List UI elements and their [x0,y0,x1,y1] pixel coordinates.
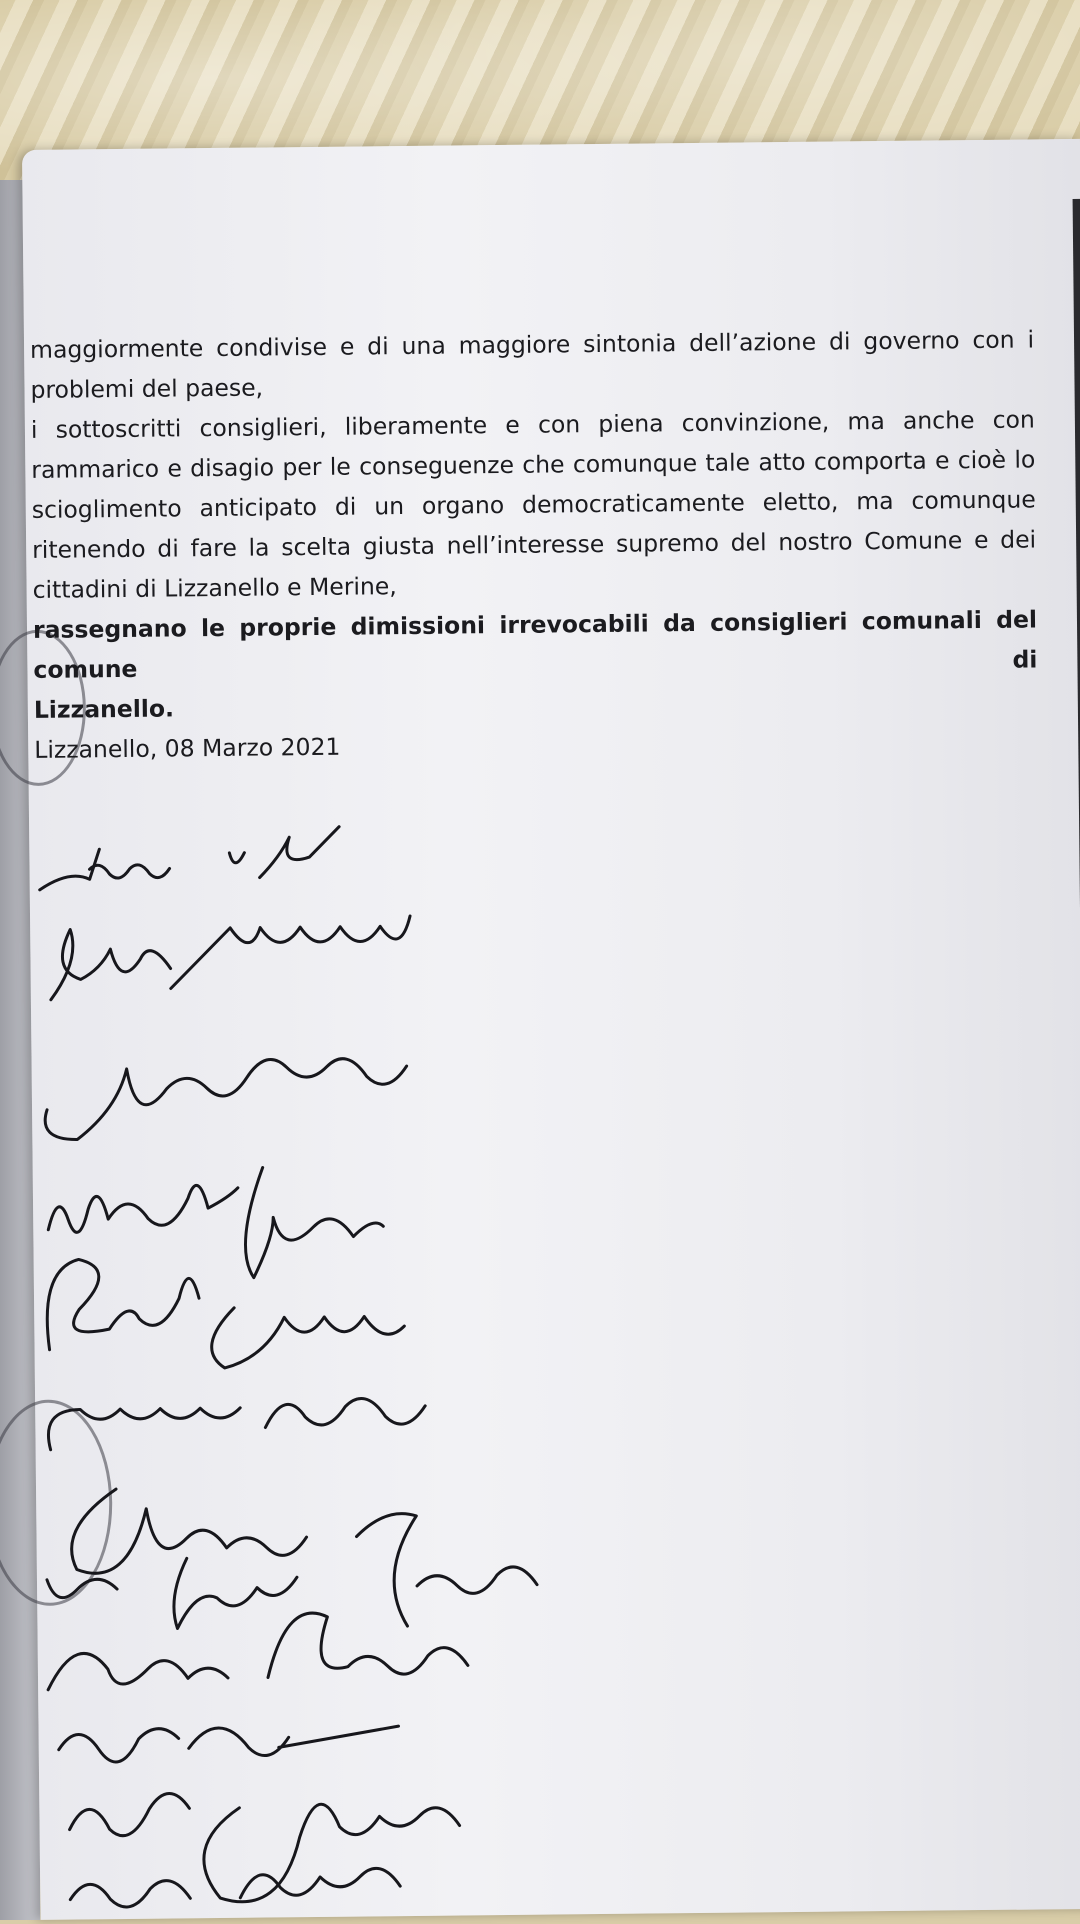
signature-11 [69,1791,460,1904]
signature-10 [59,1726,399,1762]
document-page [22,139,1080,1920]
paragraph-line: i sottoscritti consiglieri, liberamente e con piena convinzione, ma anche con [30,405,1036,444]
faint-header-stamp [803,239,1064,302]
signature-5 [47,1256,405,1370]
paragraph-line: problemi del paese, [30,373,264,404]
page-binding-edge [1073,199,1080,1909]
resolution-line: rassegnano le proprie dimissioni irrevocabili da consiglieri comunali del comune di [32,605,1038,684]
signature-4 [48,1166,384,1280]
paragraph-line: cittadini di Lizzanello e Merine, [32,572,397,604]
paragraph-line: rammarico e disagio per le conseguenze che comunque tale atto comporta e cioè lo [31,445,1036,484]
paragraph-line: scioglimento anticipato di un organo democraticamente eletto, ma comunque [31,485,1036,524]
date-line: Lizzanello, 08 Marzo 2021 [34,732,341,764]
signatures-block [28,679,1041,1919]
signature-7 [71,1487,307,1573]
resolution-line: Lizzanello. [33,694,175,724]
signature-6 [48,1398,425,1450]
signature-2 [50,916,411,1000]
signature-8 [46,1512,537,1630]
paragraph-line: maggiormente condivise e di una maggiore sintonia dell’azione di governo con i [29,325,1035,364]
signature-3 [45,1058,408,1140]
handwritten-signatures [28,679,1041,1919]
signature-1 [39,827,340,890]
paragraph-line: ritenendo di fare la scelta giusta nell’interesse supremo del nostro Comune e dei [32,525,1037,564]
